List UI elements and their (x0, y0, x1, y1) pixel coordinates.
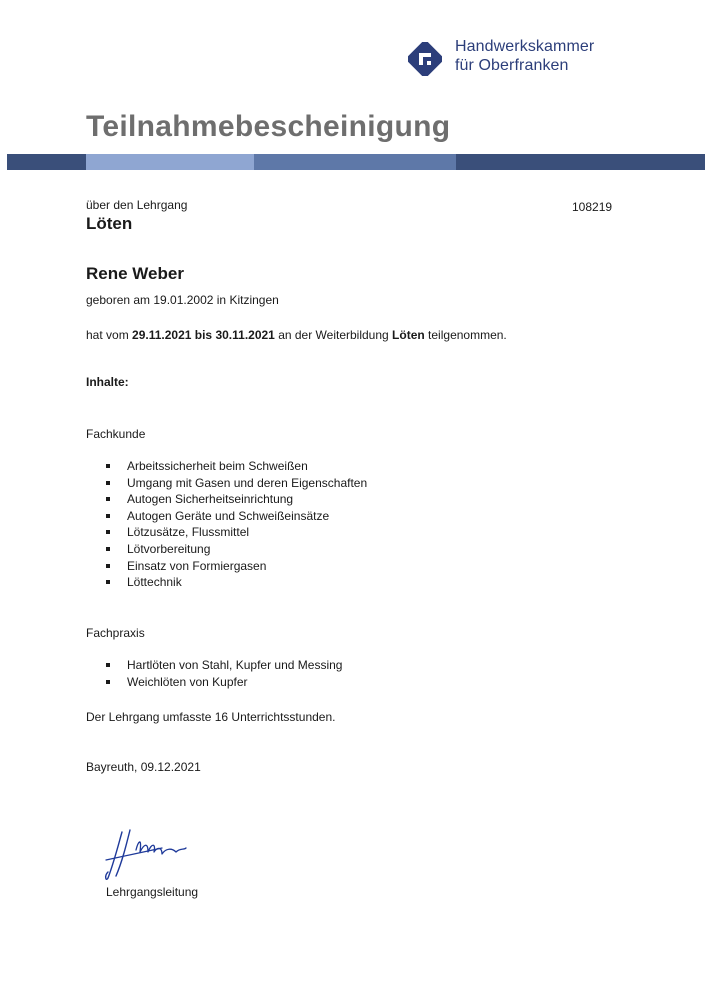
org-logo (408, 38, 608, 78)
participation-suffix: teilgenommen. (424, 328, 507, 342)
list-item: Autogen Geräte und Schweißeinsätze (106, 508, 367, 525)
stripe-segment (7, 154, 86, 170)
list-item: Hartlöten von Stahl, Kupfer und Messing (106, 657, 342, 674)
header-stripe (7, 154, 705, 170)
practice-heading: Fachpraxis (86, 626, 145, 640)
list-item: Umgang mit Gasen und deren Eigenschaften (106, 475, 367, 492)
signature-label: Lehrgangsleitung (106, 885, 199, 899)
date-to: 30.11.2021 (215, 328, 275, 342)
participation-middle: an der Weiterbildung (274, 328, 393, 342)
course-name: Löten (86, 214, 133, 233)
participation-course: Löten (392, 328, 425, 342)
list-item: Lötvorbereitung (106, 541, 367, 558)
list-item: Arbeitssicherheit beim Schweißen (106, 458, 367, 475)
document-title: Teilnahmebescheinigung (86, 110, 451, 143)
course-intro: über den Lehrgang (86, 198, 188, 212)
place-date: Bayreuth, 09.12.2021 (86, 760, 201, 774)
stripe-segment (86, 154, 254, 170)
org-name-line2: für Oberfranken (455, 57, 569, 74)
birth-info: geboren am 19.01.2002 in Kitzingen (86, 293, 279, 307)
participant-name: Rene Weber (86, 264, 184, 283)
list-item: Löttechnik (106, 574, 367, 591)
list-item: Einsatz von Formiergasen (106, 558, 367, 575)
list-item: Autogen Sicherheitseinrichtung (106, 491, 367, 508)
stripe-segment (456, 154, 705, 170)
participation-prefix: hat vom (86, 328, 133, 342)
date-between: bis (191, 328, 216, 342)
duration-statement: Der Lehrgang umfasste 16 Unterrichtsstunden. (86, 710, 336, 724)
hwk-logo-icon (408, 42, 442, 76)
stripe-segment (254, 154, 456, 170)
list-item: Weichlöten von Kupfer (106, 674, 342, 691)
list-item: Lötzusätze, Flussmittel (106, 524, 367, 541)
practice-list (106, 657, 342, 690)
certificate-number: 108219 (572, 200, 613, 214)
date-from: 29.11.2021 (132, 328, 192, 342)
signature (104, 826, 194, 886)
theory-heading: Fachkunde (86, 427, 146, 441)
theory-list (106, 458, 367, 591)
org-name-line1: Handwerkskammer (455, 38, 595, 55)
participation-statement (86, 328, 507, 342)
contents-heading: Inhalte: (86, 375, 129, 389)
